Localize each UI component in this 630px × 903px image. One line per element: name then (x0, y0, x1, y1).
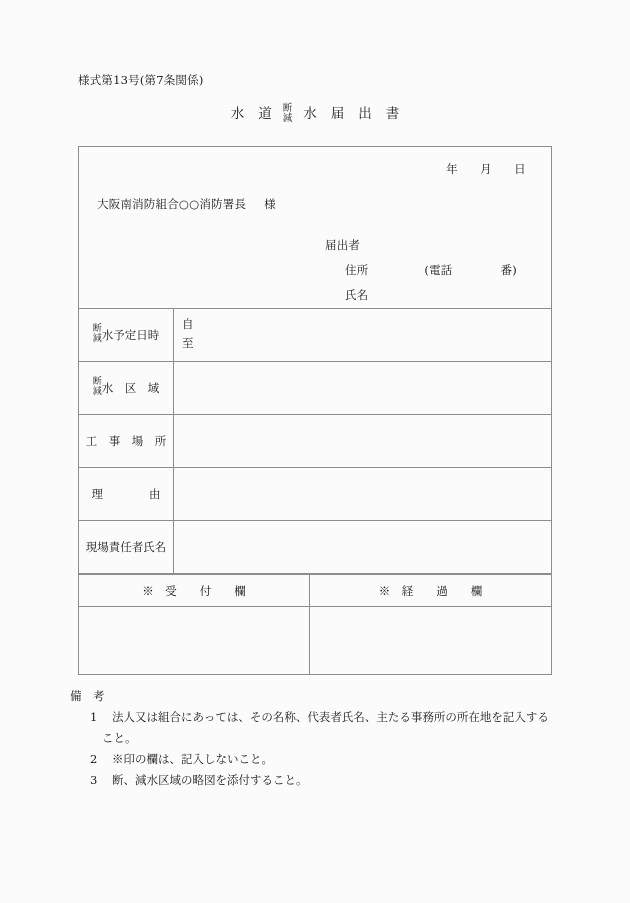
progress-column-body[interactable] (310, 607, 551, 674)
title-stacked-bottom: 減 (282, 113, 293, 125)
addressee-honorific: 様 (264, 197, 276, 211)
remark-continuation: こと。 (102, 731, 137, 745)
table-row (79, 362, 551, 415)
row-value-planned-datetime[interactable] (174, 309, 551, 361)
submitter-label: 届出者 (325, 238, 361, 252)
remark-text: ※印の欄は、記入しないこと。 (112, 752, 273, 766)
form-number: 様式第13号(第7条関係) (78, 73, 204, 87)
addressee-line (97, 196, 276, 212)
remarks-section (70, 686, 590, 791)
title-char-5: 出 (358, 105, 372, 122)
row-value-reason[interactable] (174, 468, 551, 520)
phone-open-paren: (電話 (424, 263, 453, 277)
stacked-dan-gen-icon (93, 378, 102, 398)
stacked-dan-gen-icon (93, 325, 102, 345)
to-marker: 至 (182, 336, 194, 350)
date-line (435, 161, 537, 177)
progress-column-header: ※ 経 過 欄 (378, 583, 483, 598)
phone-close-paren: 番) (500, 263, 517, 277)
remark-number: 1 (90, 710, 98, 724)
table-row (79, 415, 551, 468)
row-label-reason: 理 由 (79, 468, 174, 520)
row-label-planned-datetime (79, 309, 174, 361)
official-use-headers (79, 575, 551, 607)
title-char-6: 書 (385, 105, 400, 122)
remarks-title: 備 考 (70, 689, 105, 703)
stack-bottom: 減 (92, 333, 102, 344)
table-row (79, 309, 551, 362)
receipt-column-body[interactable] (79, 607, 310, 674)
row-value-work-site[interactable] (174, 415, 551, 467)
row-label-work-site: 工 事 場 所 (79, 415, 174, 467)
addressee-name: 大阪南消防組合○○消防署長 (97, 197, 247, 211)
submitter-block (325, 233, 517, 308)
document-title (0, 104, 630, 125)
official-use-bodies (79, 607, 551, 674)
row-label-text: 水 区 域 (101, 381, 160, 395)
receipt-column-header: ※ 受 付 欄 (79, 575, 310, 606)
address-label: 住所 (345, 263, 369, 277)
table-row (79, 468, 551, 521)
remark-text: 法人又は組合にあっては、その名称、代表者氏名、主たる事務所の所在地を記入する (112, 710, 549, 724)
title-char-1: 水 (230, 105, 245, 122)
title-stacked-top: 断 (282, 103, 293, 114)
phone-field (424, 258, 516, 283)
year-label: 年 (446, 162, 458, 176)
stack-bottom: 減 (92, 386, 102, 397)
remark-number: 2 (90, 752, 98, 766)
row-value-area[interactable] (174, 362, 551, 414)
official-use-section (79, 574, 551, 674)
form-table (78, 146, 552, 675)
remark-item (70, 770, 590, 791)
remark-item (70, 749, 590, 770)
title-char-2: 道 (258, 105, 272, 122)
remark-item (70, 707, 590, 728)
day-label: 日 (514, 162, 526, 176)
title-stacked-dan-gen (283, 104, 293, 125)
header-block (79, 147, 551, 309)
title-char-4: 届 (330, 105, 345, 122)
month-label: 月 (480, 162, 492, 176)
stack-top: 断 (92, 323, 102, 334)
row-label-text: 水予定日時 (101, 328, 160, 342)
from-marker: 自 (182, 317, 194, 331)
row-value-site-manager[interactable] (174, 521, 551, 573)
row-label-area (79, 362, 174, 414)
row-label-site-manager: 現場責任者氏名 (79, 521, 174, 573)
remark-text: 断、減水区域の略図を添付すること。 (112, 773, 308, 787)
title-char-3: 水 (303, 105, 317, 122)
stack-top: 断 (92, 376, 102, 387)
remark-number: 3 (90, 773, 98, 787)
name-label: 氏名 (345, 288, 369, 302)
address-row (325, 258, 517, 283)
table-row (79, 521, 551, 574)
